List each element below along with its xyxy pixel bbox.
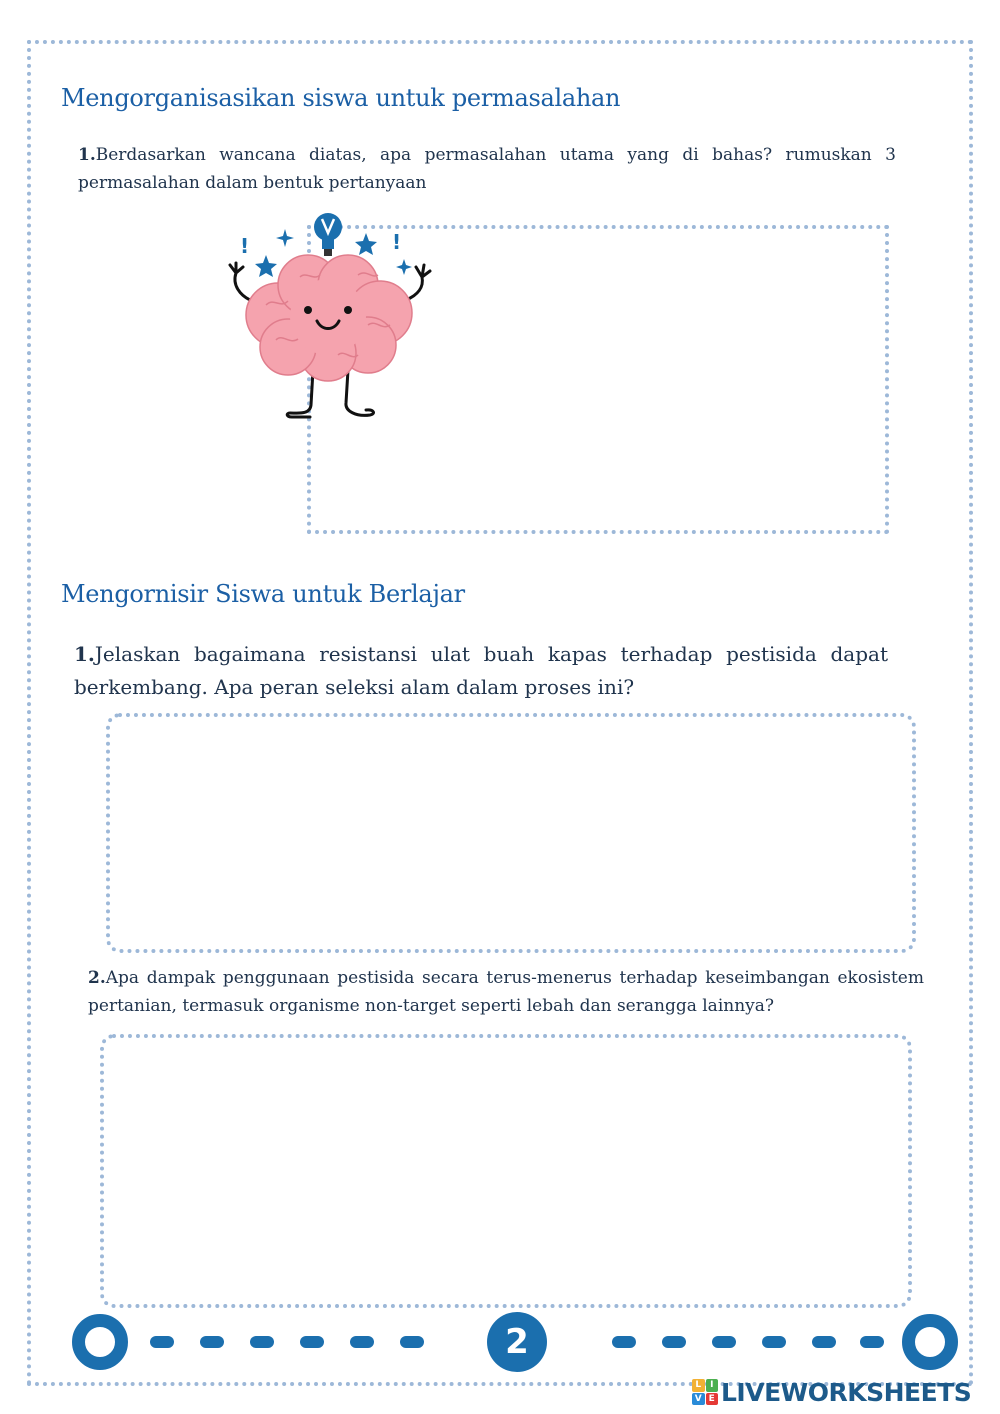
logo-letter: E [706,1393,719,1406]
footer-dash [712,1336,736,1348]
page-number: 2 [487,1312,547,1372]
question-number: 2. [88,968,106,988]
footer-dash [200,1336,224,1348]
section-title-organize-learning: Mengornisir Siswa untuk Berlajar [61,580,465,608]
question-2-2-ecosystem [88,964,924,1020]
question-2-1-resistance [74,638,888,704]
question-text: Berdasarkan wancana diatas, apa permasalahan utama yang di bahas? rumuskan 3 permasalahan dalam bentuk pertanyaan [78,145,896,193]
footer-ring-left [72,1314,128,1370]
liveworksheets-brand[interactable] [692,1375,971,1409]
question-number: 1. [78,145,96,165]
svg-text:!: ! [392,230,402,254]
question-number: 1. [74,642,95,666]
question-text: Jelaskan bagaimana resistansi ulat buah kapas terhadap pestisida dapat berkembang. Apa peran seleksi alam dalam proses ini? [74,642,888,699]
footer-dash [350,1336,374,1348]
footer-dash [250,1336,274,1348]
logo-letter: V [692,1393,705,1406]
logo-letter: I [706,1379,719,1392]
brand-name: LIVEWORKSHEETS [721,1377,972,1407]
question-text: Apa dampak penggunaan pestisida secara terus-menerus terhadap keseimbangan ekosistem pertanian, termasuk organisme non-target seperti lebah dan serangga lainnya? [88,968,924,1016]
answer-box-resistance[interactable] [106,713,916,953]
footer-ring-right [902,1314,958,1370]
footer-dash [400,1336,424,1348]
footer-dash [762,1336,786,1348]
footer-dash [300,1336,324,1348]
liveworksheets-logo-icon [692,1379,718,1405]
footer-dash [812,1336,836,1348]
logo-letter: L [692,1379,705,1392]
section-title-organize-problems: Mengorganisasikan siswa untuk permasalahan [61,84,621,112]
footer-dash [612,1336,636,1348]
brain-mascot-illustration [218,205,438,425]
footer-dash [860,1336,884,1348]
answer-box-ecosystem[interactable] [100,1034,912,1308]
svg-text:!: ! [240,234,250,258]
footer-dash [662,1336,686,1348]
question-1-problems [78,141,896,197]
lightbulb-icon [314,213,342,256]
footer-dash [150,1336,174,1348]
